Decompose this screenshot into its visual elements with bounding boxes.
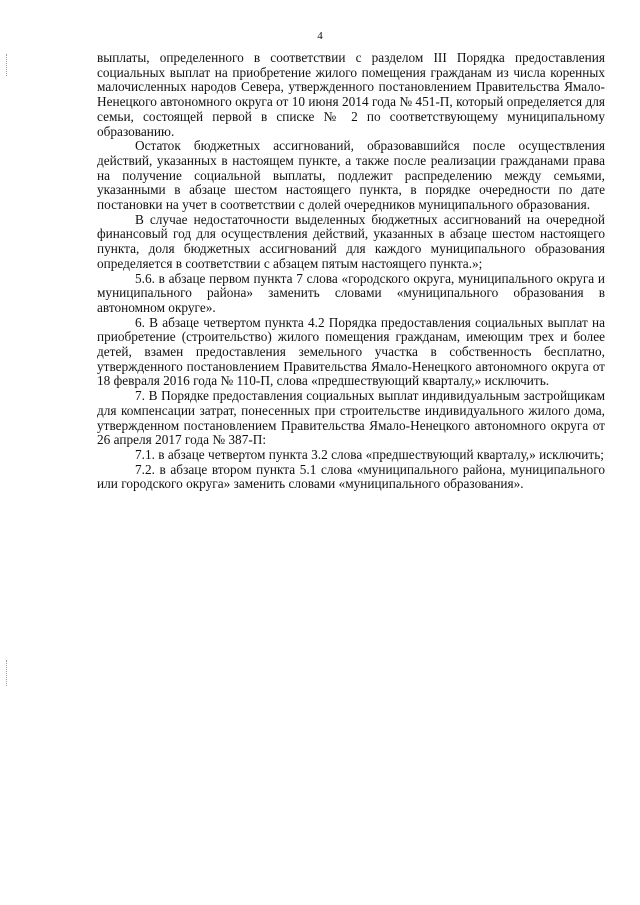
page-number: 4	[317, 30, 323, 42]
paragraph-item-5-6: 5.6. в абзаце первом пункта 7 слова «городского округа, муниципального округа и муниципального района» заменить словами «муниципального образования в автономном округе».	[97, 270, 605, 315]
document-body	[97, 51, 605, 492]
margin-scan-marks	[6, 54, 10, 76]
paragraph-item-7-2: 7.2. в абзаце втором пункта 5.1 слова «муниципального района, муниципального или городского округа» заменить словами «муниципального образования».	[97, 461, 605, 492]
paragraph-budget-remainder: Остаток бюджетных ассигнований, образовавшийся после осуществления действий, указанных в настоящем пункте, а также после реализации гражданами права на получение социальной выплаты, подлежит распределению между семьями, указанными в абзаце шестом настоящего пункта, в порядке очередности по дате постановки на учет в соответствии с долей очередников муниципального образования.	[97, 138, 605, 213]
paragraph-item-6: 6. В абзаце четвертом пункта 4.2 Порядка предоставления социальных выплат на приобретение (строительство) жилого помещения гражданам, имеющим трех и более детей, взамен предоставления земельного участка в собственность бесплатно, утвержденного постановлением Правительства Ямало-Ненецкого автономного округа от 18 февраля 2016 года № 110-П, слова «предшествующий кварталу,» исключить.	[97, 314, 605, 389]
margin-scan-marks	[6, 660, 10, 686]
paragraph-item-7: 7. В Порядке предоставления социальных выплат индивидуальным застройщикам для компенсации затрат, понесенных при строительстве индивидуального жилого дома, утвержденном постановлением Правительства Ямало-Ненецкого автономного округа от 26 апреля 2017 года № 387-П:	[97, 388, 605, 448]
paragraph-continuation: выплаты, определенного в соответствии с разделом III Порядка предоставления социальных выплат на приобретение жилого помещения гражданам из числа коренных малочисленных народов Севера, утвержденного постановлением Правительства Ямало-Ненецкого автономного округа от 10 июня 2014 года № 451-П, который определяется для семьи, состоящей первой в списке № 2 по соответствующему муниципальному образованию.	[97, 50, 605, 139]
paragraph-insufficient-budget: В случае недостаточности выделенных бюджетных ассигнований на очередной финансовый год для осуществления действий, указанных в абзаце шестом настоящего пункта, доля бюджетных ассигнований для каждого муниципального образования определяется в соответствии с абзацем пятым настоящего пункта.»;	[97, 211, 605, 271]
paragraph-item-7-1: 7.1. в абзаце четвертом пункта 3.2 слова «предшествующий кварталу,» исключить;	[135, 446, 604, 462]
